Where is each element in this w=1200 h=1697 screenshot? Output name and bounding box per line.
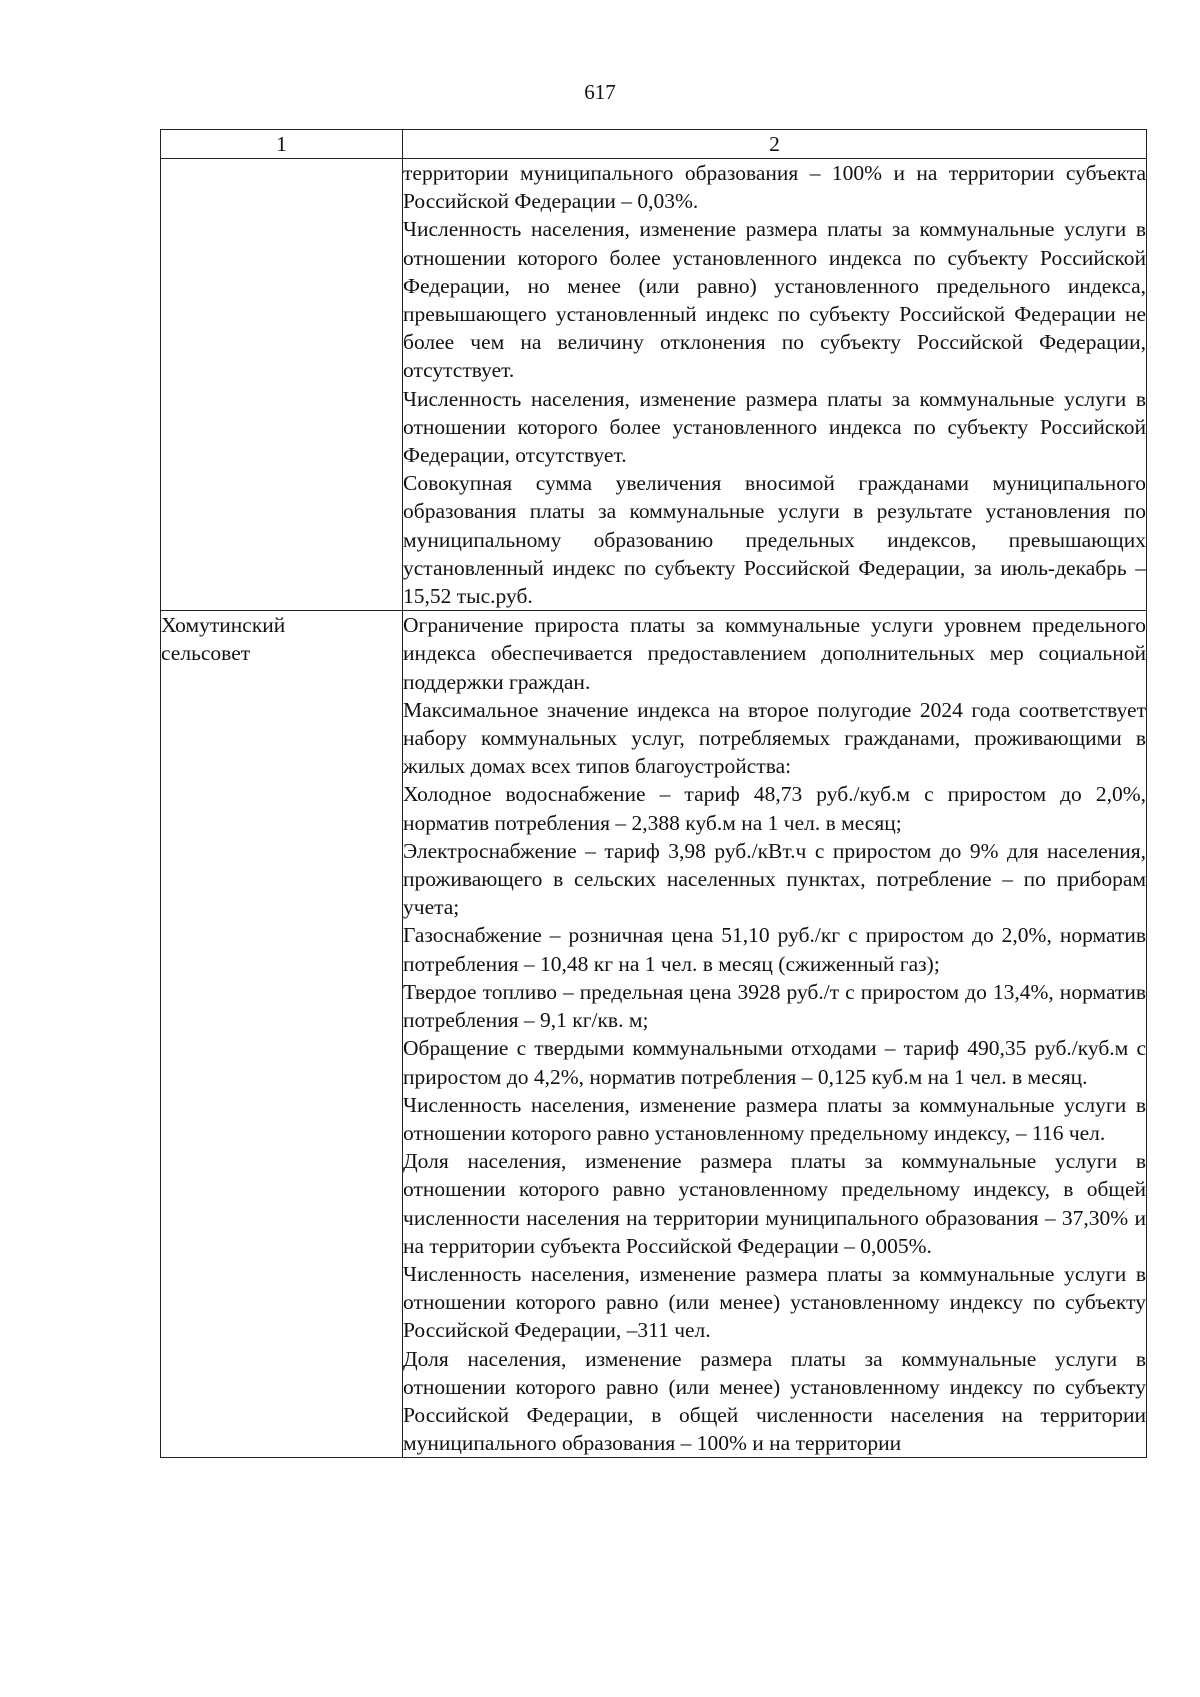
table-header-row [161, 130, 1147, 159]
paragraph: Совокупная сумма увеличения вносимой гражданами муниципального образования платы за коммунальные услуги в результате установления по муниципальному образованию предельных индексов, превышающих установленный индекс по субъекту Российской Федерации, за июль-декабрь – 15,52 тыс.руб. [403, 471, 1146, 609]
table-row [161, 159, 1147, 611]
paragraph: Твердое топливо – предельная цена 3928 руб./т с приростом до 13,4%, норматив потребления – 9,1 кг/кв. м; [403, 979, 1146, 1033]
paragraph: территории муниципального образования – 100% и на территории субъекта Российской Федерации – 0,03%. [403, 161, 1146, 214]
description-cell [403, 611, 1147, 1458]
table-row [161, 611, 1147, 1458]
page-number: 617 [584, 80, 616, 104]
paragraph: Доля населения, изменение размера платы за коммунальные услуги в отношении которого равно (или менее) установленному индексу по субъекту Российской Федерации, в общей численности населения на территории муниципального образования – 100% и на территории [403, 1346, 1146, 1456]
document-table [160, 129, 1147, 1458]
paragraph: Численность населения, изменение размера платы за коммунальные услуги в отношении которого более установленного индекса по субъекту Российской Федерации, но менее (или равно) установленного предельного индекса, превышающего установленный индекс по субъекту Российской Федерации не более чем на величину отклонения по субъекту Российской Федерации, отсутствует. [403, 217, 1146, 383]
municipality-cell [161, 159, 403, 611]
paragraph: Газоснабжение – розничная цена 51,10 руб./кг с приростом до 2,0%, норматив потребления – 10,48 кг на 1 чел. в месяц (сжиженный газ); [403, 923, 1146, 976]
paragraph: Численность населения, изменение размера платы за коммунальные услуги в отношении которого равно (или менее) установленному индексу по субъекту Российской Федерации, –311 чел. [403, 1261, 1146, 1343]
column-header-2: 2 [403, 130, 1147, 159]
paragraph: Численность населения, изменение размера платы за коммунальные услуги в отношении которого более установленного индекса по субъекту Российской Федерации, отсутствует. [403, 386, 1146, 468]
paragraph: Ограничение прироста платы за коммунальные услуги уровнем предельного индекса обеспечивается предоставлением дополнительных мер социальной поддержки граждан. [403, 613, 1146, 694]
paragraph: Максимальное значение индекса на второе полугодие 2024 года соответствует набору коммунальных услуг, потребляемых гражданами, проживающими в жилых домах всех типов благоустройства: [403, 697, 1146, 779]
column-header-1: 1 [161, 130, 403, 159]
municipality-name: Хомутинский сельсовет [161, 613, 286, 666]
paragraph: Электроснабжение – тариф 3,98 руб./кВт.ч с приростом до 9% для населения, проживающего в сельских населенных пунктах, потребление – по приборам учета; [403, 838, 1146, 920]
paragraph: Доля населения, изменение размера платы за коммунальные услуги в отношении которого равно установленному предельному индексу, в общей численности населения на территории муниципального образования – 37,30% и на территории субъекта Российской Федерации – 0,005%. [403, 1149, 1146, 1258]
municipality-cell [161, 611, 403, 1458]
paragraph: Обращение с твердыми коммунальными отходами – тариф 490,35 руб./куб.м с приростом до 4,2%, норматив потребления – 0,125 куб.м на 1 чел. в месяц. [403, 1036, 1146, 1089]
description-cell [403, 159, 1147, 611]
paragraph: Холодное водоснабжение – тариф 48,73 руб./куб.м с приростом до 2,0%, норматив потребления – 2,388 куб.м на 1 чел. в месяц; [403, 782, 1146, 835]
paragraph: Численность населения, изменение размера платы за коммунальные услуги в отношении которого равно установленному предельному индексу, – 116 чел. [403, 1092, 1146, 1145]
